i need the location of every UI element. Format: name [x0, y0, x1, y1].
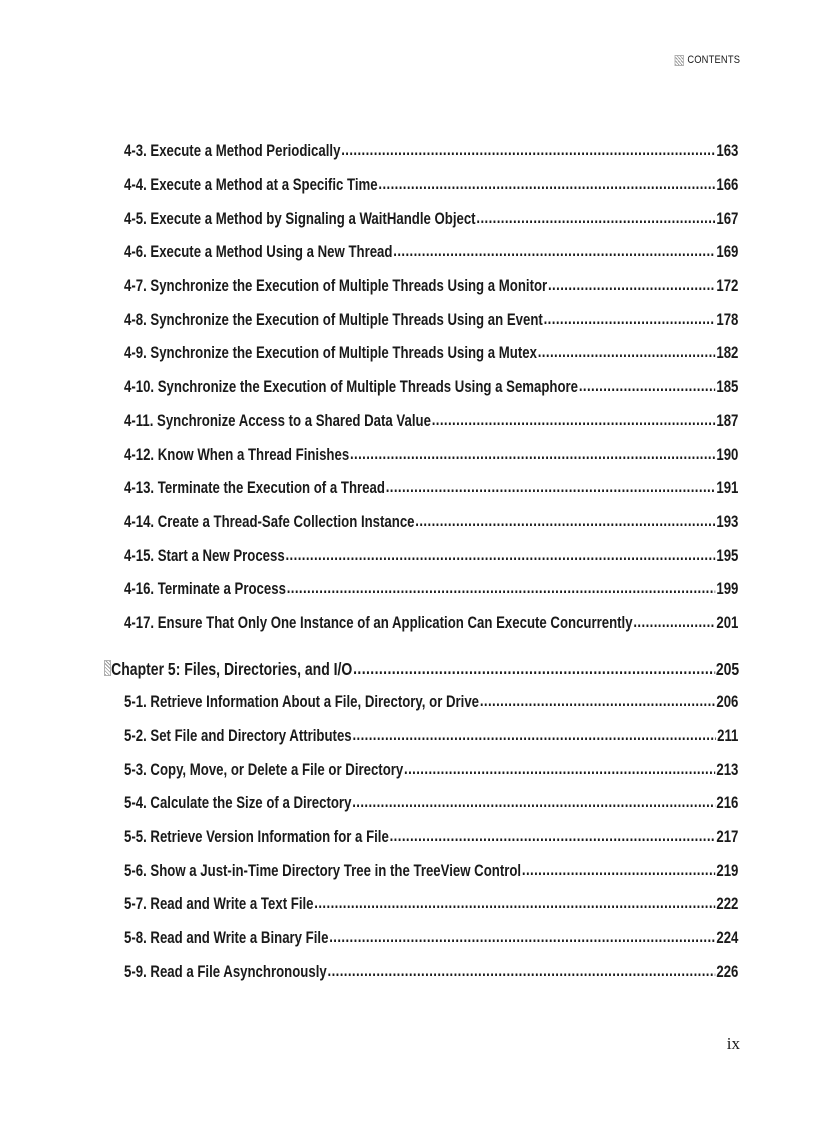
dot-leader [415, 512, 715, 531]
entry-title: 4-14. Create a Thread-Safe Collection Instance [124, 512, 415, 531]
dot-leader [314, 894, 715, 913]
entry-title: 5-9. Read a File Asynchronously [124, 962, 327, 981]
toc-entry[interactable] [0, 405, 816, 439]
toc-entry[interactable] [0, 787, 816, 821]
entry-page: 206 [716, 693, 739, 712]
toc-entry[interactable] [0, 854, 816, 888]
dot-leader [341, 141, 715, 160]
chapter-heading[interactable] [0, 652, 816, 686]
entry-title: 4-17. Ensure That Only One Instance of an Application Can Execute Concurrently [124, 613, 633, 632]
entry-title: 4-4. Execute a Method at a Specific Time [124, 176, 378, 195]
toc-entry[interactable] [0, 438, 816, 472]
toc-entry[interactable] [0, 539, 816, 573]
entry-title: 5-2. Set File and Directory Attributes [124, 727, 352, 746]
entry-title: 4-7. Synchronize the Execution of Multiple Threads Using a Monitor [124, 277, 548, 296]
entry-page: 224 [716, 929, 739, 948]
toc-entry[interactable] [0, 956, 816, 990]
toc-entry[interactable] [0, 202, 816, 236]
entry-title: 4-8. Synchronize the Execution of Multiple Threads Using an Event [124, 310, 543, 329]
entry-page: 193 [716, 512, 739, 531]
toc-entry[interactable] [0, 472, 816, 506]
dot-leader [328, 962, 716, 981]
dot-leader [378, 175, 715, 194]
dot-leader [287, 579, 716, 598]
entry-page: 199 [716, 580, 739, 599]
entry-page: 163 [716, 142, 739, 161]
entry-title: 4-10. Synchronize the Execution of Multiple Threads Using a Semaphore [124, 378, 579, 397]
entry-page: 216 [716, 794, 739, 813]
hatch-square-icon [674, 55, 683, 66]
dot-leader [390, 827, 716, 846]
entry-page: 222 [716, 895, 739, 914]
entry-page: 226 [716, 962, 739, 981]
toc-entry[interactable] [0, 573, 816, 607]
entry-title: 4-5. Execute a Method by Signaling a WaitHandle Object [124, 209, 476, 228]
dot-leader [386, 478, 716, 497]
entry-page: 185 [716, 378, 739, 397]
dot-leader [285, 546, 715, 565]
dot-leader [633, 613, 715, 632]
dot-leader [352, 793, 715, 812]
entry-title: 5-4. Calculate the Size of a Directory [124, 794, 352, 813]
dot-leader [480, 692, 716, 711]
toc-entry[interactable] [0, 686, 816, 720]
entry-page: 191 [716, 479, 739, 498]
entry-title: 4-15. Start a New Process [124, 546, 285, 565]
entry-title: 4-13. Terminate the Execution of a Thread [124, 479, 385, 498]
dot-leader [353, 658, 715, 679]
entry-page: 166 [716, 176, 739, 195]
toc-entry[interactable] [0, 607, 816, 641]
page-number: ix [726, 1034, 740, 1053]
entry-page: 213 [716, 760, 739, 779]
toc-entry[interactable] [0, 821, 816, 855]
entry-title: 5-1. Retrieve Information About a File, Directory, or Drive [124, 693, 480, 712]
dot-leader [548, 276, 716, 295]
dot-leader [476, 209, 715, 228]
dot-leader [522, 861, 716, 880]
chapter-title: Chapter 5: Files, Directories, and I/O [111, 658, 353, 679]
toc-entry[interactable] [0, 270, 816, 304]
dot-leader [404, 760, 716, 779]
dot-leader [579, 377, 716, 396]
dot-leader [393, 242, 715, 261]
toc-entry[interactable] [0, 169, 816, 203]
entry-page: 169 [716, 243, 739, 262]
entry-title: 4-12. Know When a Thread Finishes [124, 445, 350, 464]
toc-entry[interactable] [0, 506, 816, 540]
toc-entry[interactable] [0, 337, 816, 371]
entry-page: 217 [716, 828, 739, 847]
entry-title: 4-11. Synchronize Access to a Shared Data Value [124, 411, 431, 430]
entry-title: 5-5. Retrieve Version Information for a File [124, 828, 389, 847]
table-of-contents [0, 135, 816, 989]
dot-leader [432, 411, 716, 430]
entry-page: 178 [716, 310, 739, 329]
toc-entry[interactable] [0, 236, 816, 270]
entry-page: 182 [716, 344, 739, 363]
toc-entry[interactable] [0, 371, 816, 405]
dot-leader [350, 445, 716, 464]
entry-title: 5-6. Show a Just-in-Time Directory Tree in the TreeView Control [124, 861, 522, 880]
toc-entry[interactable] [0, 922, 816, 956]
chapter-page: 205 [715, 658, 740, 679]
entry-title: 4-6. Execute a Method Using a New Thread [124, 243, 393, 262]
toc-entry[interactable] [0, 720, 816, 754]
entry-title: 5-7. Read and Write a Text File [124, 895, 314, 914]
toc-entry[interactable] [0, 135, 816, 169]
running-head [674, 54, 740, 66]
entry-title: 5-3. Copy, Move, or Delete a File or Directory [124, 760, 404, 779]
toc-entry[interactable] [0, 753, 816, 787]
hatch-square-icon [104, 660, 111, 676]
dot-leader [538, 343, 716, 362]
dot-leader [352, 726, 716, 745]
entry-page: 190 [716, 445, 739, 464]
dot-leader [329, 928, 715, 947]
dot-leader [544, 310, 716, 329]
entry-title: 4-16. Terminate a Process [124, 580, 286, 599]
entry-page: 187 [716, 411, 739, 430]
running-head-label: CONTENTS [687, 54, 740, 66]
entry-page: 201 [716, 613, 739, 632]
toc-entry[interactable] [0, 303, 816, 337]
entry-title: 5-8. Read and Write a Binary File [124, 929, 329, 948]
entry-page: 211 [717, 727, 739, 746]
entry-page: 219 [716, 861, 739, 880]
entry-page: 172 [716, 277, 739, 296]
entry-page: 195 [716, 546, 739, 565]
entry-title: 4-3. Execute a Method Periodically [124, 142, 341, 161]
toc-entry[interactable] [0, 888, 816, 922]
entry-title: 4-9. Synchronize the Execution of Multiple Threads Using a Mutex [124, 344, 537, 363]
entry-page: 167 [716, 209, 739, 228]
